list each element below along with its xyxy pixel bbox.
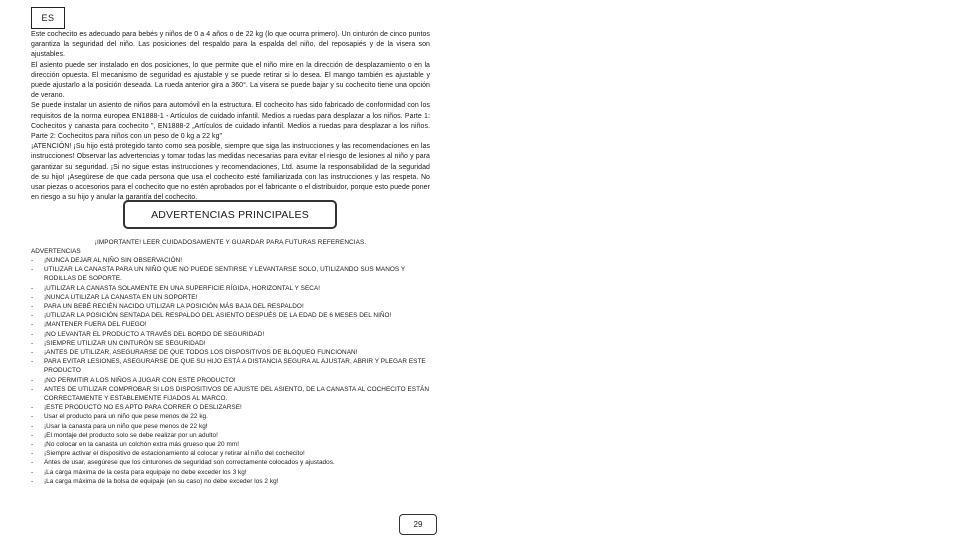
warning-item: - ¡MANTENER FUERA DEL FUEGO! bbox=[31, 320, 430, 329]
paragraph-seat-positions: El asiento puede ser instalado en dos posiciones, lo que permite que el niño mire en la dirección de desplazamiento o en la dirección opuesta. El mecanismo de seguridad es ajustable y se puede retirar si lo desea. El mango también es ajustable y puede ajustarlo a la posición deseada. La rueda anterior gira a 360°. La visera se puede bajar y su cochecito tiene una opción de verano. bbox=[31, 61, 430, 100]
warning-item: - ¡No colocar en la canasta un colchón extra más grueso que 20 mm! bbox=[31, 440, 430, 449]
warning-item: - ¡La carga máxima de la bolsa de equipaje (en su caso) no debe exceder los 2 kg! bbox=[31, 477, 430, 486]
warning-item: - UTILIZAR LA CANASTA PARA UN NIÑO QUE NO PUEDE SENTIRSE Y LEVANTARSE SOLO, UTILIZANDO SUS MANOS Y RODILLAS DE SOPORTE. bbox=[31, 265, 430, 283]
warnings-list bbox=[31, 256, 430, 486]
warning-item: - ¡ANTES DE UTILIZAR, ASEGURARSE DE QUE TODOS LOS DISPOSITIVOS DE BLOQUEO FUNCIONAN! bbox=[31, 348, 430, 357]
warning-item: - ¡NUNCA UTILIZAR LA CANASTA EN UN SOPORTE! bbox=[31, 293, 430, 302]
important-note: ¡IMPORTANTE! LEER CUIDADOSAMENTE Y GUARDAR PARA FUTURAS REFERENCIAS. bbox=[94, 239, 367, 246]
warning-item: - Usar el producto para un niño que pese menos de 22 kg. bbox=[31, 412, 430, 421]
warning-item: - ¡Siempre activar el dispositivo de estacionamiento al colocar y retirar al niño del cochecito! bbox=[31, 449, 430, 458]
main-warnings-title: ADVERTENCIAS PRINCIPALES bbox=[123, 200, 337, 229]
paragraph-attention: ¡ATENCIÓN! ¡Su hijo está protegido tanto como sea posible, siempre que siga las instrucciones y las recomendaciones en las instrucciones! Observar las advertencias y tomar todas las medidas necesarias para evitar el riesgo de lesiones al niño y para garantizar su seguridad. ¡Si no sigue estas instrucciones y recomendaciones, Ltd. asume la responsabilidad de la seguridad de su hijo! ¡Asegúrese de que cada persona que usa el cochecito esté familiarizada con las instrucciones y las respeta. No usar piezas o accesorios para el cochecito que no estén aprobados por el fabricante o el distribuidor, porque esto puede poner en riesgo a su hijo y anular la garantía del cochecito. bbox=[31, 143, 430, 202]
paragraph-description: Este cochecito es adecuado para bebés y niños de 0 a 4 años o de 22 kg (lo que ocurra primero). Un cinturón de cinco puntos garantiza la seguridad del niño. Las posiciones del respaldo para la espalda del niño, del reposapiés y de la visera son ajustables. bbox=[31, 31, 430, 59]
warning-item: - ¡NO PERMITIR A LOS NIÑOS A JUGAR CON ESTE PRODUCTO! bbox=[31, 376, 430, 385]
paragraph-standards: Se puede instalar un asiento de niños para automóvil en la estructura. El cochecito has sido fabricado de conformidad con los requisitos de la norma europea EN1888-1 - Artículos de cuidado infantil. Medios a ruedas para desplazar a los niños. Parte 1: Cochecitos y canasta para cochecito ", EN1888-2 „Artículos de cuidado infantil. Medios a ruedas para desplazar a los niños. Parte 2: Cochecitos para niños con un peso de 0 kg a 22 kg" bbox=[31, 102, 430, 141]
warning-item: - ¡La carga máxima de la cesta para equipaje no debe exceder los 3 kg! bbox=[31, 468, 430, 477]
warning-item: - ¡NUNCA DEJAR AL NIÑO SIN OBSERVACIÓN! bbox=[31, 256, 430, 265]
language-badge: ES bbox=[31, 7, 65, 29]
warning-item: - PARA EVITAR LESIONES, ASEGURARSE DE QUE SU HIJO ESTÁ A DISTANCIA SEGURA AL AJUSTAR, ABRIR Y PLEGAR ESTE PRODUCTO bbox=[31, 357, 430, 375]
warning-item: - ¡SIEMPRE UTILIZAR UN CINTURÓN SE SEGURIDAD! bbox=[31, 339, 430, 348]
warning-item: - ¡UTILIZAR LA POSICIÓN SENTADA DEL RESPALDO DEL ASIENTO DESPUÉS DE LA EDAD DE 6 MESES DEL NIÑO! bbox=[31, 311, 430, 320]
warning-item: - ¡ESTE PRODUCTO NO ES APTO PARA CORRER O DESLIZARSE! bbox=[31, 403, 430, 412]
intro-text bbox=[31, 30, 430, 203]
warning-item: - ¡El montaje del producto solo se debe realizar por un adulto! bbox=[31, 431, 430, 440]
warning-item: - ¡NO LEVANTAR EL PRODUCTO A TRAVÉS DEL BORDO DE SEGURIDAD! bbox=[31, 330, 430, 339]
warning-item: - Antes de usar, asegúrese que los cinturones de seguridad son correctamente colocados y ajustados. bbox=[31, 458, 430, 467]
warning-item: - ANTES DE UTILIZAR COMPROBAR SI LOS DISPOSITIVOS DE AJUSTE DEL ASIENTO, DE LA CANASTA AL COCHECITO ESTÁN CORRECTAMENTE Y ESTABLEMENTE FIJADOS AL MARCO. bbox=[31, 385, 430, 403]
warning-item: - PARA UN BEBÉ RECIÉN NACIDO UTILIZAR LA POSICIÓN MÁS BAJA DEL RESPALDO! bbox=[31, 302, 430, 311]
warning-item: - ¡UTILIZAR LA CANASTA SOLAMENTE EN UNA SUPERFICIE RÍGIDA, HORIZONTAL Y SECA! bbox=[31, 284, 430, 293]
warning-item: - ¡Usar la canasta para un niño que pese menos de 22 kg! bbox=[31, 422, 430, 431]
warnings-heading: ADVERTENCIAS bbox=[31, 248, 81, 255]
page-number: 29 bbox=[399, 514, 437, 535]
